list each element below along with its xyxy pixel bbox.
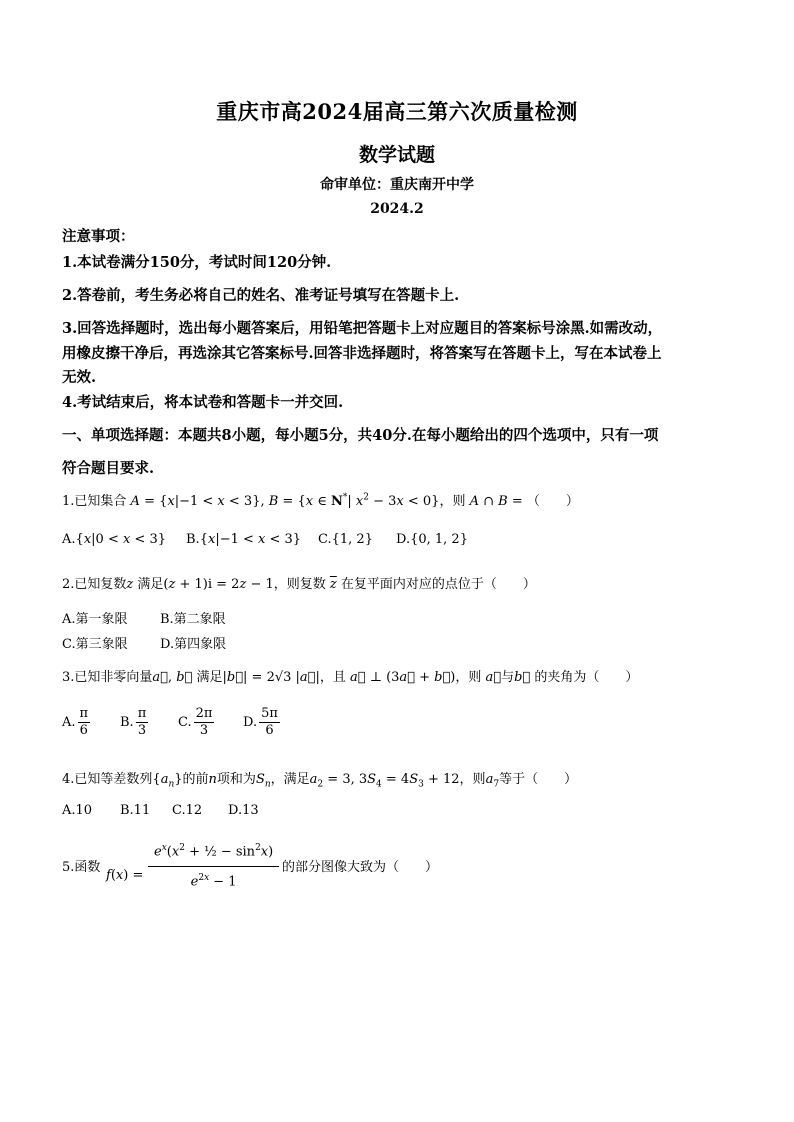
q1-option-c: C.{1, 2}	[318, 532, 373, 547]
q1-paren: （ ）	[526, 494, 579, 509]
q3-option-d	[243, 706, 282, 739]
question-4-stem: 4.已知等差数列$\{a_n\}$的前n项和为$S_n$，满足$a_2 = 3$, $3S_4 = 4S_3 + 12$，则$a_7$等于（ ）	[62, 772, 578, 790]
question-2-stem: 2.已知复数z 满足(z + 1)i = 2z − 1，则复数 $\overline{z}$ 在复平面内对应的点位于（ ）	[62, 577, 536, 592]
note-item: 1.本试卷满分150分，考试时间120分钟.	[62, 254, 332, 271]
q3-mid4: 与	[501, 670, 515, 685]
q2-suffix: 在复平面内对应的点位于（ ）	[340, 577, 536, 592]
note-item: 4.考试结束后，将本试卷和答题卡一并交回.	[62, 394, 344, 411]
option-label: C.	[318, 532, 332, 547]
q2-option-d: D.第四象限	[160, 637, 227, 652]
q1-option-a: A.{x|0 < x < 3}	[62, 532, 167, 547]
q2-option-b: B.第二象限	[160, 612, 226, 627]
q3-suffix: 的夹角为（ ）	[534, 670, 639, 685]
section-heading: 一、单项选择题：本题共8小题，每小题5分，共40分.在每小题给出的四个选项中，只有一项	[62, 427, 659, 444]
question-3-stem: 3.已知非零向量a⃗, b⃗ 满足|b⃗| = 2√3 |a⃗|，且 a⃗ ⊥ (3a⃗ + b⃗)，则 a⃗与b⃗ 的夹角为（ ）	[62, 670, 639, 685]
question-5-prefix: 5.函数	[62, 860, 101, 875]
option-label: A.	[62, 532, 76, 547]
q3-option-b	[120, 706, 150, 739]
q5-numerator: $e^x(x^2$ + ½ − $\sin^2x$)	[148, 838, 279, 867]
q1-suffix: ，则	[439, 494, 466, 509]
note-item: 2.答卷前，考生务必将自己的姓名、准考证号填写在答题卡上.	[62, 287, 460, 304]
q1-option-d: D.{0, 1, 2}	[396, 532, 468, 547]
fraction: $\frac{\pi}{3}$	[137, 706, 147, 738]
q3-mid3: ，则	[455, 670, 482, 685]
q2-option-a: A.第一象限	[62, 612, 128, 627]
q4-mid1: 的前	[182, 772, 209, 787]
q4-mid4: ，则	[459, 772, 486, 787]
option-label: B.	[186, 532, 200, 547]
q4-mid2: 项和为	[216, 772, 256, 787]
q4-option-d: D.13	[228, 803, 259, 818]
option-label: D.	[396, 532, 411, 547]
note-item: 无效.	[62, 369, 97, 386]
q2-prefix: 2.已知复数	[62, 577, 127, 592]
q4-option-b: B.11	[120, 803, 151, 818]
q1-set-expression: A = {x|−1 < x < 3}, B = {x ∈ N*| $x^2 - 3x < 0$}	[130, 492, 440, 509]
q3-mid2: ，且	[319, 670, 346, 685]
option-label: A.	[62, 715, 76, 730]
note-item: 用橡皮擦干净后，再选涂其它答案标号.回答非选择题时，将答案写在答题卡上，写在本试卷上	[62, 345, 662, 362]
option-label: B.	[120, 715, 134, 730]
q5-denominator: $e^{2x} - 1$	[190, 873, 237, 890]
q5-function-fraction	[148, 838, 279, 892]
option-label: C.	[178, 715, 192, 730]
q3-prefix: 3.已知非零向量	[62, 670, 153, 685]
q4-mid3: ，满足	[270, 772, 310, 787]
exam-date: 2024.2	[370, 201, 424, 217]
q2-mid2: ，则复数	[273, 577, 326, 592]
fraction: $\frac{5\pi}{6}$	[261, 706, 278, 738]
question-5-suffix: 的部分图像大致为（ ）	[282, 860, 439, 875]
exam-title: 重庆市高2024届高三第六次质量检测	[216, 99, 578, 124]
q1-option-b: B.{x|−1 < x < 3}	[186, 532, 302, 547]
q4-option-a: A.10	[62, 803, 93, 818]
q1-prefix: 1.已知集合	[62, 494, 127, 509]
q4-option-c: C.12	[172, 803, 203, 818]
q2-mid1: 满足	[137, 577, 164, 592]
exam-setter: 命审单位：重庆南开中学	[320, 177, 474, 193]
exam-subject: 数学试题	[358, 144, 435, 166]
notes-heading: 注意事项：	[62, 228, 135, 245]
q3-option-a	[62, 706, 92, 739]
q1-target: A ∩ B =	[469, 494, 523, 509]
option-label: D.	[243, 715, 258, 730]
fraction: $\frac{2\pi}{3}$	[195, 706, 213, 738]
q5-function-name: f(x) =	[106, 868, 144, 883]
note-item: 3.回答选择题时，选出每小题答案后，用铅笔把答题卡上对应题目的答案标号涂黑.如需改动，	[62, 320, 663, 337]
q4-prefix: 4.已知等差数列	[62, 772, 153, 787]
question-1-stem	[62, 490, 579, 509]
q3-mid1: 满足	[196, 670, 223, 685]
fraction: $\frac{\pi}{6}$	[79, 706, 89, 738]
q3-option-c	[178, 706, 216, 739]
q4-suffix: 等于（ ）	[499, 772, 578, 787]
section-heading-cont: 符合题目要求.	[62, 460, 155, 477]
q2-option-c: C.第三象限	[62, 637, 128, 652]
